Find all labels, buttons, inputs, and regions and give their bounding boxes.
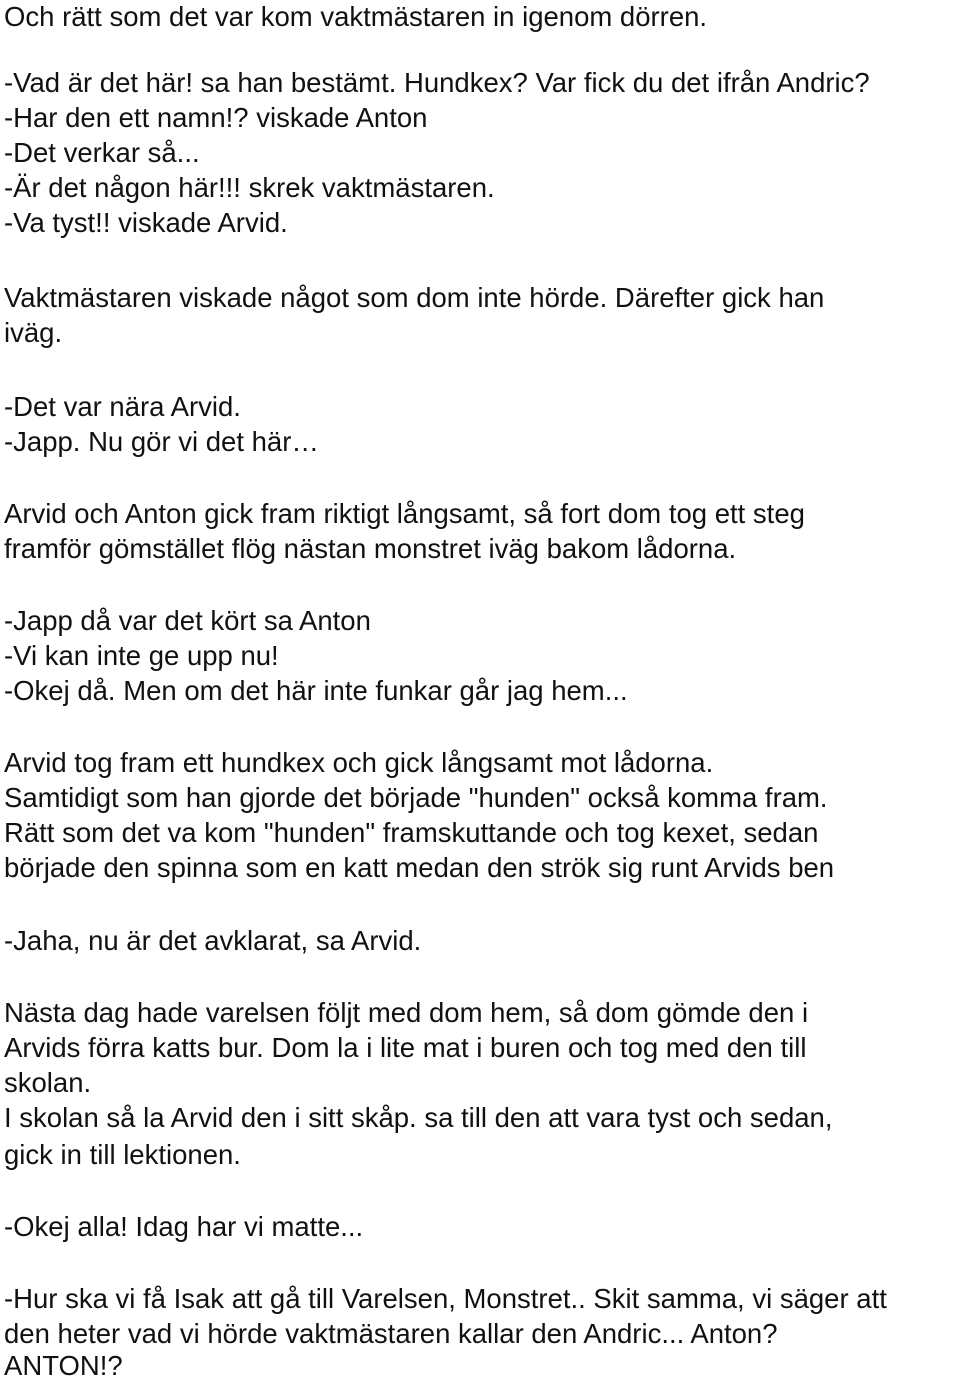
- text-line: Rätt som det va kom "hunden" framskuttande och tog kexet, sedan: [4, 817, 819, 848]
- text-line: Nästa dag hade varelsen följt med dom hem, så dom gömde den i: [4, 997, 809, 1028]
- text-line: I skolan så la Arvid den i sitt skåp. sa till den att vara tyst och sedan,: [4, 1102, 833, 1133]
- text-line: -Hur ska vi få Isak att gå till Varelsen, Monstret.. Skit samma, vi säger att: [4, 1283, 887, 1314]
- text-line: -Japp. Nu gör vi det här…: [4, 426, 319, 457]
- text-line: Vaktmästaren viskade något som dom inte hörde. Därefter gick han: [4, 282, 825, 313]
- text-line: -Jaha, nu är det avklarat, sa Arvid.: [4, 925, 422, 956]
- text-line: -Vi kan inte ge upp nu!: [4, 640, 279, 671]
- text-line: -Det verkar så...: [4, 137, 200, 168]
- text-line: Arvid och Anton gick fram riktigt långsamt, så fort dom tog ett steg: [4, 498, 805, 529]
- text-line: -Okej då. Men om det här inte funkar går jag hem...: [4, 675, 628, 706]
- text-line: började den spinna som en katt medan den strök sig runt Arvids ben: [4, 852, 835, 883]
- text-line: Samtidigt som han gjorde det började "hunden" också komma fram.: [4, 782, 828, 813]
- text-line: -Va tyst!! viskade Arvid.: [4, 207, 288, 238]
- text-line: ANTON!?: [4, 1350, 123, 1381]
- text-line: -Har den ett namn!? viskade Anton: [4, 102, 428, 133]
- text-line: framför gömstället flög nästan monstret iväg bakom lådorna.: [4, 533, 737, 564]
- text-line: Arvid tog fram ett hundkex och gick långsamt mot lådorna.: [4, 747, 714, 778]
- text-line: Och rätt som det var kom vaktmästaren in igenom dörren.: [4, 1, 708, 32]
- text-line: skolan.: [4, 1067, 92, 1098]
- text-line: den heter vad vi hörde vaktmästaren kallar den Andric... Anton?: [4, 1318, 778, 1349]
- text-line: -Okej alla! Idag har vi matte...: [4, 1211, 364, 1242]
- text-line: gick in till lektionen.: [4, 1139, 241, 1170]
- text-line: Arvids förra katts bur. Dom la i lite mat i buren och tog med den till: [4, 1032, 807, 1063]
- text-line: -Är det någon här!!! skrek vaktmästaren.: [4, 172, 495, 203]
- text-line: -Det var nära Arvid.: [4, 391, 241, 422]
- text-line: -Vad är det här! sa han bestämt. Hundkex? Var fick du det ifrån Andric?: [4, 67, 870, 98]
- text-line: -Japp då var det kört sa Anton: [4, 605, 371, 636]
- text-line: iväg.: [4, 317, 63, 348]
